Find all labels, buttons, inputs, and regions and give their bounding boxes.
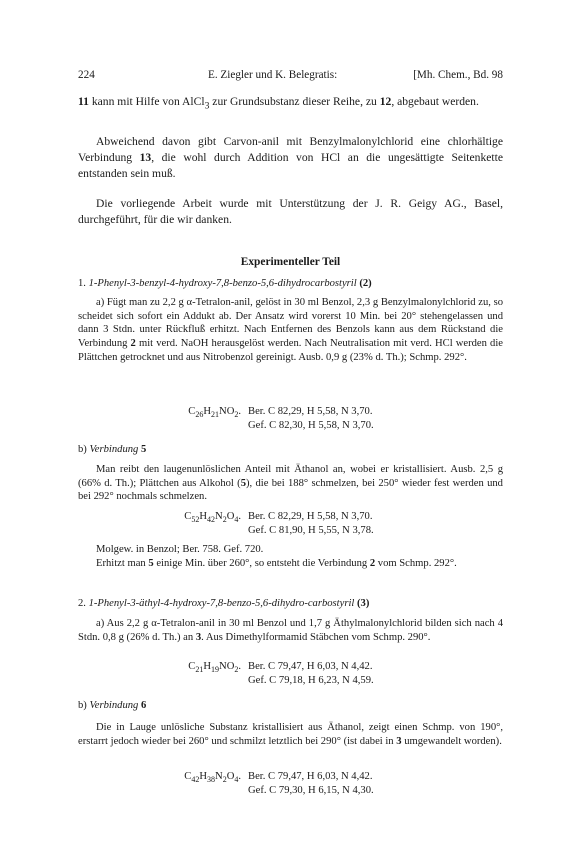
formula: $C_{26}H_{21}NO_2$.	[188, 406, 241, 420]
gef-values: Gef. C 79,18, H 6,23, N 4,59.	[248, 674, 374, 686]
intro-paragraph-2: Abweichend davon gibt Carvon-anil mit Benzylmalonylchlorid eine chlorhältige Verbindung 13, die wohl durch Addition von HCl an die ungesättigte Seitenkette entstanden sein muß.	[78, 135, 503, 180]
gef-values: Gef. C 81,90, H 5,55, N 3,78.	[248, 524, 374, 536]
section-title: Experimenteller Teil	[240, 256, 341, 268]
exp1-heading: 1. 1-Phenyl-3-benzyl-4-hydroxy-7,8-benzo-5,6-dihydrocarbostyril (2)	[78, 278, 372, 289]
intro-paragraph-1: 11 kann mit Hilfe von AlCl$_3$ zur Grundsubstanz dieser Reihe, zu 12, abgebaut werden.	[78, 95, 479, 112]
formula: $C_{52}H_{42}N_2O_4$.	[184, 511, 241, 525]
exp2-heading: 2. 1-Phenyl-3-äthyl-4-hydroxy-7,8-benzo-5,6-dihydro-carbostyril (3)	[78, 598, 370, 609]
exp1-paragraph: a) Fügt man zu 2,2 g α-Tetralon-anil, gelöst in 30 ml Benzol, 2,3 g Benzylmalonylchlorid zu, so scheidet sich sofort ein Addukt ab. Der Ansatz wird vorerst 10 Min. bei 20° stehengelassen und dann 3 Stdn. unter Rückfluß erhitzt. Nach Entfernen des Benzols kann aus dem Rückstand die Verbindung 2 mit verd. NaOH herausgelöst werden. Nach Neutralisation mit verd. HCl werden die Plättchen getrocknet und aus Nitrobenzol gereinigt. Ausb. 0,9 g (23% d. Th.); Schmp. 292°.	[78, 297, 503, 363]
ber-values: Ber. C 82,29, H 5,58, N 3,70.	[248, 406, 373, 417]
formula: $C_{21}H_{19}NO_2$.	[188, 661, 241, 675]
ber-values: Ber. C 79,47, H 6,03, N 4,42.	[248, 771, 373, 782]
intro-paragraph-3: Die vorliegende Arbeit wurde mit Unterstützung der J. R. Geigy AG., Basel, durchgeführt, für die wir danken.	[78, 197, 503, 226]
exp2b-analysis	[78, 770, 503, 797]
ber-values: Ber. C 82,29, H 5,58, N 3,70.	[248, 511, 373, 522]
exp2-analysis	[78, 660, 503, 687]
page-number: 224	[78, 69, 95, 81]
exp2b-paragraph: Die in Lauge unlösliche Substanz kristallisiert aus Äthanol, zeigt einen Schmp. von 190°, erstarrt jedoch wieder bei 260° und schmilzt letztlich bei 290° (ist dabei in 3 umgewandelt worden).	[78, 722, 503, 747]
exp1b-heading: b) Verbindung 5	[78, 444, 147, 455]
exp1b-paragraph: Man reibt den laugenunlöslichen Anteil mit Äthanol an, wobei er kristallisiert. Ausb. 2,5 g (66% d. Th.); Plättchen aus Alkohol (5), die bei 188° schmelzen, bei 250° wieder fest werden und bei 292° nochmals schmelzen.	[78, 464, 503, 503]
molgew-line: Molgew. in Benzol; Ber. 758. Gef. 720.	[96, 544, 264, 555]
gef-values: Gef. C 79,30, H 6,15, N 4,30.	[248, 784, 374, 796]
exp2b-heading: b) Verbindung 6	[78, 700, 147, 711]
ber-values: Ber. C 79,47, H 6,03, N 4,42.	[248, 661, 373, 672]
exp1b-analysis	[78, 510, 503, 537]
gef-values: Gef. C 82,30, H 5,58, N 3,70.	[248, 419, 374, 431]
header-journal: [Mh. Chem., Bd. 98	[413, 69, 503, 81]
exp2-paragraph: a) Aus 2,2 g α-Tetralon-anil in 30 ml Benzol und 1,7 g Äthylmalonylchlorid bilden sich nach 4 Stdn. 0,8 g (26% d. Th.) an 3. Aus Dimethylformamid Stäbchen vom Schmp. 290°.	[78, 618, 503, 643]
exp1-analysis	[78, 405, 503, 432]
exp1b-erhitzt: Erhitzt man 5 einige Min. über 260°, so entsteht die Verbindung 2 vom Schmp. 292°.	[96, 558, 457, 569]
header-authors: E. Ziegler und K. Belegratis:	[208, 69, 338, 81]
formula: $C_{42}H_{38}N_2O_4$.	[184, 771, 241, 785]
